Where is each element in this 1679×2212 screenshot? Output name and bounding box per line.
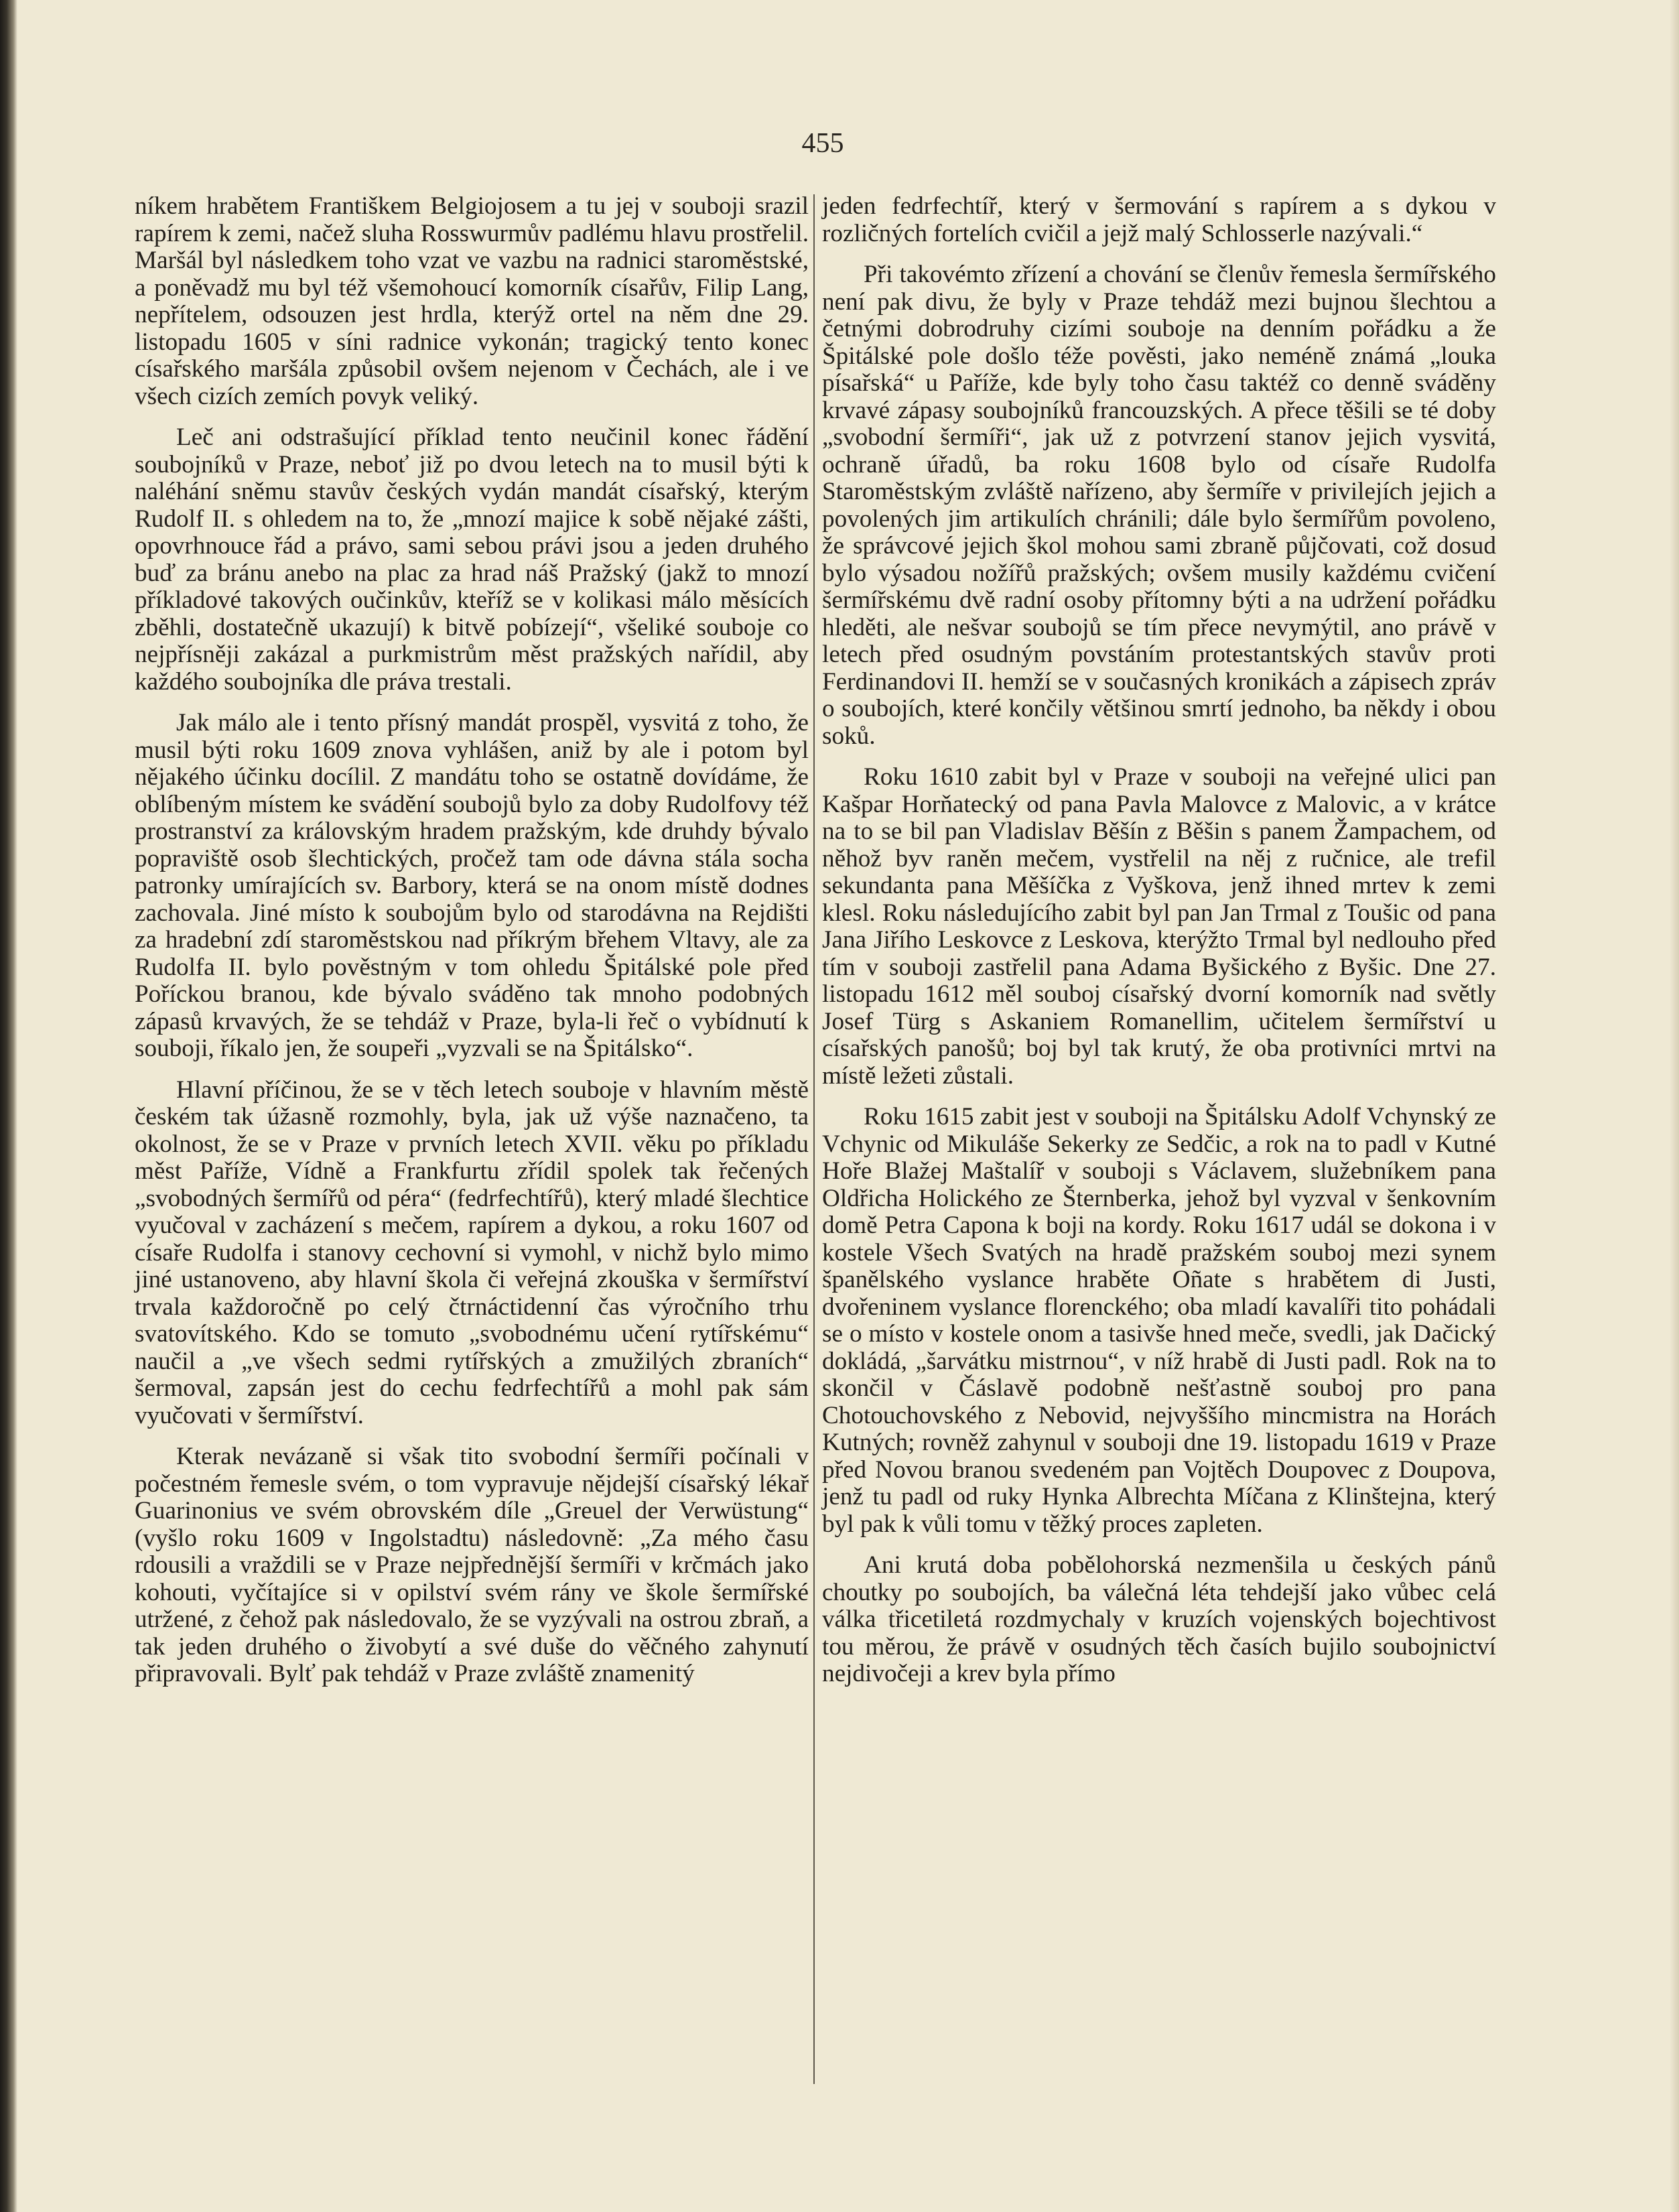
paragraph: Jak málo ale i tento přísný mandát prospěl, vysvitá z toho, že musil býti roku 1609 znova vyhlášen, aniž by ale i potom byl nějakého účinku docílil. Z mandátu toho se ostatně dovídáme, že oblíbeným místem ke svádění soubojů bylo za doby Rudolfovy též prostranství za královským hradem pražským, kde druhdy bývalo popraviště osob šlechtických, pročež tam ode dávna stála socha patronky umírajících sv. Barbory, která se na onom místě dodnes zachovala. Jiné místo k soubojům bylo od starodávna na Rejdišti za hradební zdí staroměstskou nad příkrým břehem Vltavy, ale za Rudolfa II. bylo pověstným v tom ohledu Špitálské pole před Poříckou branou, kde bývalo sváděno tak mnoho podobných zápasů krvavých, že se tehdáž v Praze, byla-li řeč o vybídnutí k souboji, říkalo jen, že soupeři „vyzvali se na Špitálsko“. [135, 709, 809, 1062]
right-column [822, 193, 1496, 1702]
paragraph: Roku 1610 zabit byl v Praze v souboji na veřejné ulici pan Kašpar Horňatecký od pana Pavla Malovce z Malovic, a v krátce na to se bil pan Vladislav Běšín z Běšin s panem Žampachem, od něhož byv raněn mečem, vystřelil na něj z ručnice, ale trefil sekundanta pana Měšíčka z Vyškova, jenž ihned mrtev k zemi klesl. Roku následujícího zabit byl pan Jan Trmal z Toušic od pana Jana Jiřího Leskovce z Leskova, kterýžto Trmal byl nedlouho před tím v souboji zastřelil pana Adama Byšického z Byšic. Dne 27. listopadu 1612 měl souboj císařský dvorní komorník nad světly Josef Türg s Askaniem Romanellim, učitelem šermířství u císařských panošů; boj byl tak krutý, že oba protivníci mrtvi na místě ležeti zůstali. [822, 763, 1496, 1090]
page-number: 455 [801, 128, 844, 159]
book-spine-shadow [0, 0, 17, 2212]
paragraph: Roku 1615 zabit jest v souboji na Špitálsku Adolf Vchynský ze Vchynic od Mikuláše Sekerky ze Sedčic, a rok na to padl v Kutné Hoře Blažej Maštalíř v souboji s Václavem, služebníkem pana Oldřicha Holického ze Šternberka, jehož byl vyzval v šenkovním domě Petra Capona k boji na kordy. Roku 1617 udál se dokona i v kostele Všech Svatých na hradě pražském souboj mezi synem španělského vyslance hraběte Oñate s hrabětem di Justi, dvořeninem vyslance florenckého; oba mladí kavalíři tito pohádali se o místo v kostele onom a tasivše hned meče, svedli, jak Dačický dokládá, „šarvátku mistrnou“, v níž hrabě di Justi padl. Rok na to skončil v Čáslavě podobně nešťastně souboj pro pana Chotouchovského z Nebovid, nejvyššího mincmistra na Horách Kutných; rovněž zahynul v souboji dne 19. listopadu 1619 v Praze před Novou branou svedeném pan Vojtěch Doupovec z Doupova, jenž tu padl od ruky Hynka Albrechta Míčana z Klinštejna, který byl pak k vůli tomu v těžký proces zapleten. [822, 1103, 1496, 1538]
paragraph: Kterak nevázaně si však tito svobodní šermíři počínali v počestném řemesle svém, o tom vypravuje nějdejší císařský lékař Guarinonius ve svém obrovském díle „Greuel der Verwüstung“ (vyšlo roku 1609 v Ingolstadtu) následovně: „Za mého času rdousili a vraždili se v Praze nejpřednější šermíři v krčmách jako kohouti, vyčítajíce si v opilství svém rány ve škole šermířské utržené, z čehož pak následovalo, že se vyzývali na ostrou zbraň, a tak jeden druhého o živobytí a své duše do věčného zahynutí připravovali. Bylť pak tehdáž v Praze zvláště znamenitý [135, 1443, 809, 1687]
paragraph: Při takovémto zřízení a chování se členův řemesla šermířského není pak divu, že byly v Praze tehdáž mezi bujnou šlechtou a četnými dobrodruhy cizími souboje na denním pořádku a že Špitálské pole došlo téže pověsti, jako neméně známá „louka písařská“ u Paříže, kde byly toho času taktéž co denně sváděny krvavé zápasy soubojníků francouzských. A přece těšili se té doby „svobodní šermíři“, jak už z potvrzení stanov jejich vysvitá, ochraně úřadů, ba roku 1608 bylo od císaře Rudolfa Staroměstským zvláště nařízeno, aby šermíře v privilejích jejich a povolených jim artikulích chránili; dále bylo šermířům povoleno, že správcové jejich škol mohou sami zbraně půjčovati, což dosud bylo výsadou nožířů pražských; ovšem musily každému cvičení šermířskému dvě radní osoby přítomny býti a na udržení pořádku hleděti, ale nešvar soubojů se tím přece nevymýtil, ano právě v letech před osudným povstáním protestantských stavův proti Ferdinandovi II. hemží se v současných kronikách a zápisech zpráv o soubojích, které končily většinou smrtí jednoho, ba někdy i obou soků. [822, 261, 1496, 750]
column-divider [813, 194, 815, 2084]
paragraph: Ani krutá doba pobělohorská nezmenšila u českých pánů choutky po soubojích, ba válečná léta tehdejší jako vůbec celá válka třicetiletá rozdmychaly v kruzích vojenských bojechtivost tou měrou, že právě v osudných těch časích bujilo soubojnictví nejdivočeji a krev byla přímo [822, 1551, 1496, 1687]
page-edge [1670, 0, 1679, 2212]
paragraph: jeden fedrfechtíř, který v šermování s rapírem a s dykou v rozličných fortelích cvičil a jejž malý Schlosserle nazývali.“ [822, 192, 1496, 247]
paragraph: Leč ani odstrašující příklad tento neučinil konec řádění soubojníků v Praze, neboť již po dvou letech na to musil býti k naléhání sněmu stavův českých vydán mandát císařský, kterým Rudolf II. s ohledem na to, že „mnozí majice k sobě nějaké zášti, opovrhnouce řád a právo, sami sebou právi jsou a jeden druhého buď za bránu anebo na plac za hrad náš Pražský (jakž to mnozí příkladové takových oučinkův, kteříž se v kolikasi málo měsících zběhli, dostatečně ukazují) k bitvě pobízejí“, všeliké souboje co nejpřísněji zakázal a purkmistrům měst pražských nařídil, aby každého soubojníka dle práva trestali. [135, 424, 809, 696]
paragraph: níkem hrabětem Františkem Belgiojosem a tu jej v souboji srazil rapírem k zemi, načež sluha Rosswurmův padlému hlavu prostřelil. Maršál byl následkem toho vzat ve vazbu na radnici staroměstské, a poněvadž mu byl též všemohoucí komorník císařův, Filip Lang, nepřítelem, odsouzen jest hrdla, kterýž ortel na něm dne 29. listopadu 1605 v síni radnice vykonán; tragický tento konec císařského maršála způsobil ovšem nejenom v Čechách, ale i ve všech cizích zemích povyk veliký. [135, 192, 809, 410]
left-column [135, 193, 809, 1702]
paragraph: Hlavní příčinou, že se v těch letech souboje v hlavním městě českém tak úžasně rozmohly, byla, jak už výše naznačeno, ta okolnost, že se v Praze v prvních letech XVII. věku po příkladu měst Paříže, Vídně a Frankfurtu zřídil spolek tak řečených „svobodných šermířů od péra“ (fedrfechtířů), který mladé šlechtice vyučoval v zacházení s mečem, rapírem a dykou, a roku 1607 od císaře Rudolfa i stanovy cechovní si vymohl, v nichž bylo mimo jiné ustanoveno, aby hlavní škola či veřejná zkouška v šermířství trvala každoročně po celý čtrnáctidenní čas výročního trhu svatovítského. Kdo se tomuto „svobodnému učení rytířskému“ naučil a „ve všech sedmi rytířských a zmužilých zbraních“ šermoval, zapsán jest do cechu fedrfechtířů a mohl pak sám vyučovati v šermířství. [135, 1076, 809, 1429]
